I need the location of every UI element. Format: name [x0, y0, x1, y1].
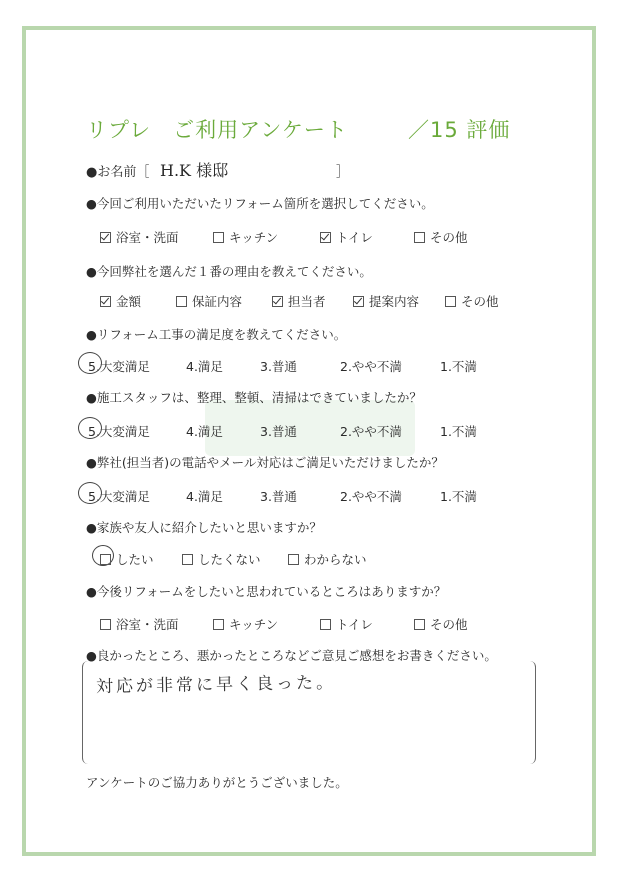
checkbox-checked[interactable] — [100, 232, 111, 243]
survey-title — [86, 114, 511, 144]
checkbox-checked[interactable] — [272, 296, 283, 307]
checkbox[interactable] — [213, 619, 224, 630]
q4-rating-3[interactable]: 3.普通 — [260, 424, 297, 439]
q2-option-price[interactable]: 金額 — [100, 292, 141, 310]
checkbox-checked[interactable] — [353, 296, 364, 307]
q2-option-warranty[interactable]: 保証内容 — [176, 292, 242, 310]
q2-option-other[interactable]: その他 — [445, 292, 499, 310]
checkbox[interactable] — [176, 296, 187, 307]
q6-option-unsure[interactable]: わからない — [288, 550, 367, 568]
comment-answer: 対応が非常に早く良った。 — [95, 672, 337, 698]
q1-option-kitchen[interactable]: キッチン — [213, 228, 278, 246]
q7-option-bath[interactable]: 浴室・洗面 — [100, 615, 179, 633]
checkbox-checked[interactable] — [100, 296, 111, 307]
q1-question: ●今回ご利用いただいたリフォーム箇所を選択してください。 — [86, 196, 434, 211]
q5-question: ●弊社(担当者)の電話やメール対応はご満足いただけましたか？ — [86, 455, 444, 470]
checkbox[interactable] — [288, 554, 299, 565]
q4-rating-5[interactable]: 5.大変満足 — [88, 422, 150, 440]
checkbox[interactable] — [414, 619, 425, 630]
q2-option-staff[interactable]: 担当者 — [272, 292, 326, 310]
q4-rating-4[interactable]: 4.満足 — [186, 424, 223, 439]
name-bracket-close: ］ — [336, 165, 350, 180]
checkbox[interactable] — [414, 232, 425, 243]
q6-question: ●家族や友人に紹介したいと思いますか？ — [86, 520, 322, 535]
q1-option-bath[interactable]: 浴室・洗面 — [100, 228, 179, 246]
checkbox[interactable] — [182, 554, 193, 565]
checkbox[interactable] — [445, 296, 456, 307]
q3-rating-5[interactable]: 5.大変満足 — [88, 357, 150, 375]
q3-rating-4[interactable]: 4.満足 — [186, 359, 223, 374]
selected-circle — [78, 352, 102, 374]
q5-rating-2[interactable]: 2.やや不満 — [340, 489, 402, 504]
q4-rating-1[interactable]: 1.不満 — [440, 424, 477, 439]
q6-option-no[interactable]: したくない — [182, 550, 261, 568]
q6-option-yes[interactable]: したい — [100, 550, 154, 568]
checkbox-checked[interactable] — [320, 232, 331, 243]
name-field — [86, 161, 350, 180]
checkbox[interactable] — [100, 554, 111, 565]
name-value[interactable]: H.K 様邸 — [160, 161, 229, 180]
q7-question: ●今後リフォームをしたいと思われているところはありますか？ — [86, 584, 447, 599]
checkbox[interactable] — [320, 619, 331, 630]
q7-option-toilet[interactable]: トイレ — [320, 615, 373, 633]
q5-rating-1[interactable]: 1.不満 — [440, 489, 477, 504]
q5-rating-4[interactable]: 4.満足 — [186, 489, 223, 504]
q2-question: ●今回弊社を選んだ１番の理由を教えてください。 — [86, 264, 372, 279]
q3-rating-3[interactable]: 3.普通 — [260, 359, 297, 374]
q3-question: ●リフォーム工事の満足度を教えてください。 — [86, 327, 347, 342]
q1-option-other[interactable]: その他 — [414, 228, 468, 246]
selected-circle — [78, 417, 102, 439]
q3-rating-2[interactable]: 2.やや不満 — [340, 359, 402, 374]
q7-option-kitchen[interactable]: キッチン — [213, 615, 278, 633]
checkbox[interactable] — [213, 232, 224, 243]
q4-question: ●施工スタッフは、整理、整頓、清掃はできていましたか？ — [86, 390, 422, 405]
name-label: ●お名前［ — [86, 165, 150, 180]
checkbox[interactable] — [100, 619, 111, 630]
q8-question: ●良かったところ、悪かったところなどご意見ご感想をお書きください。 — [86, 648, 497, 663]
score-label: ／15 評価 — [408, 118, 511, 142]
q4-rating-2[interactable]: 2.やや不満 — [340, 424, 402, 439]
q5-rating-5[interactable]: 5.大変満足 — [88, 487, 150, 505]
q7-option-other[interactable]: その他 — [414, 615, 468, 633]
q1-option-toilet[interactable]: トイレ — [320, 228, 373, 246]
q2-option-proposal[interactable]: 提案内容 — [353, 292, 419, 310]
q3-rating-1[interactable]: 1.不満 — [440, 359, 477, 374]
selected-circle — [78, 482, 102, 504]
q5-rating-3[interactable]: 3.普通 — [260, 489, 297, 504]
thank-you-message: アンケートのご協力ありがとうございました。 — [86, 775, 348, 790]
title-main: リプレ ご利用アンケート — [86, 118, 348, 142]
